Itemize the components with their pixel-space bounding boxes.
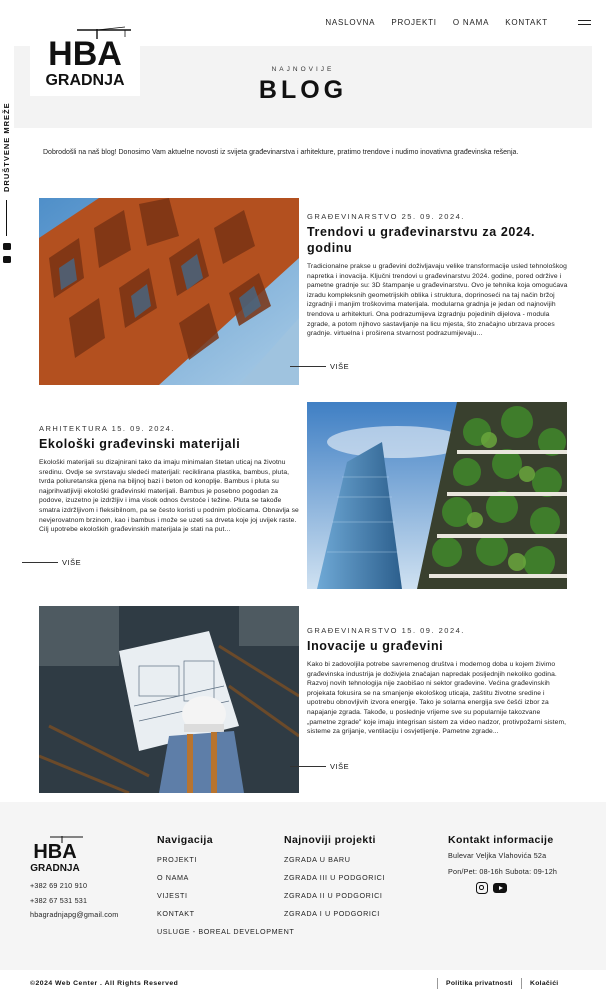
copyright: ©2024 Web Center . All Rights Reserved (30, 980, 179, 987)
divider (437, 978, 438, 989)
post-1-excerpt: Tradicionalne prakse u građevini doživljavaju velike transformacije usled tehnološkog napretka i inovacija. Ključni trendovi u građevinarstvu 2024. godine, pored održive i pametne gradnje su: 3D štampanje u građevinarstvu. Ovo je tehnika koja omogućava izradu kompleksnih geometrijskih oblika i struktura, doprinoseći na taj način bržoj izgradnji i manjim troškovima materijala. modularna gradnja je jedan od najnovijih trendova u arhitekturi. Ona podrazumijeva izgradnju pojedinih dijelova - modula zgrade, a potom njihovo sastavljanje na licu mjesta, što značajno ubrzava proces gradnje. virtuelna i proširena stvarnost podrazumijevaju... (307, 263, 568, 338)
post-3-more-label: VIŠE (330, 762, 350, 771)
nav-projekti[interactable]: PROJEKTI (391, 18, 437, 27)
footer-hours: Pon/Pet: 08-16h Subota: 09-12h (448, 867, 558, 876)
footer-email[interactable]: hbagradnjapg@gmail.com (30, 910, 119, 919)
footer-contact-title: Kontakt informacije (448, 834, 554, 846)
footer-project-2[interactable]: ZGRADA III U PODGORICI (284, 873, 386, 882)
logo-mark (37, 25, 133, 91)
post-3-excerpt: Kako bi zadovoljila potrebe savremenog društva i modernog doba u kojem živimo građevinska industrija je doživjela značajan napredak posljednjih nekoliko godina. Razvoj novih tehnologija nije zaobišao ni sektor građevine. Većina građevinskih projekata fokusira se na smanjenje ekološkog uticaja, zaštitu životne sredine i upotrebu obnovljivih izvora energije. Tako je solarna energija sve češći izbor za napajanje zgrada. Takođe, u poslednje vrijeme sve su popularnije takozvane „pametne zgrade" koje imaju integrisan sistem za video nadzor, protivpožarni sistem, sisteme za grijanje, ventilaciju i osvjetljenje. Pametne zgrade... (307, 661, 567, 736)
post-3-text (307, 626, 569, 737)
social-divider (6, 200, 7, 236)
post-3-title[interactable]: Inovacije u građevini (307, 639, 444, 653)
intro-text: Dobrodošli na naš blog! Donosimo Vam aktuelne novosti iz svijeta građevinarstva i arhitekture, pratimo trendove i nudimo inovativna građevinska rešenja. (43, 149, 519, 156)
post-1-image[interactable] (39, 198, 299, 385)
svg-text:GRADNJA: GRADNJA (30, 863, 80, 874)
post-2-excerpt: Ekološki materijali su dizajnirani tako da imaju minimalan štetan uticaj na životnu sredinu. Ovdje se svrstavaju sledeći materijali: reciklirana plastika, bambus, pluta, tvrda poliuretanska pjena na biljnoj bazi i beton od konoplje. Bambus i pluta su najprihvatljiviji ekološki građevinski materijali. Bambus je posebno pogodan za podove, izuzetno je izdržljiv i ima visok odnos čvrstoće i težine. Pluta se takođe smatra izdržljivom i fleksibilnom, pa se često koristi u podnim pločicama. Obnavlja se nevjerovatnom brzinom, kao i bambus i može se uzeti sa drveta koje joj uvijek raste. Cilj upotrebe ekoloških građevinskih materijala je stati na put... (39, 459, 299, 534)
footer-logo[interactable] (28, 834, 84, 874)
footer-phone-1[interactable]: +382 69 210 910 (30, 881, 88, 890)
footer-project-4[interactable]: ZGRADA I U PODGORICI (284, 909, 380, 918)
instagram-icon[interactable] (476, 882, 488, 894)
post-2-more-link[interactable] (22, 558, 81, 567)
post-1-text (307, 212, 569, 339)
post-2-image[interactable] (307, 402, 567, 589)
footer-link-usluge[interactable]: USLUGE - BOREAL DEVELOPMENT (157, 927, 295, 936)
footer-phone-2[interactable]: +382 67 531 531 (30, 896, 88, 905)
footer-nav-title: Navigacija (157, 834, 213, 846)
instagram-icon[interactable] (3, 256, 11, 263)
post-3-image[interactable] (39, 606, 299, 793)
footer-link-kontakt[interactable]: KONTAKT (157, 909, 195, 918)
divider (521, 978, 522, 989)
post-2-text (39, 424, 301, 535)
footer (0, 802, 606, 970)
page-title: BLOG (258, 76, 348, 104)
post-3-more-link[interactable] (290, 762, 349, 771)
social-sidebar (0, 100, 14, 270)
nav-o-nama[interactable]: O NAMA (452, 18, 490, 27)
footer-project-3[interactable]: ZGRADA II U PODGORICI (284, 891, 383, 900)
social-label: DRUŠTVENE MREŽE (2, 102, 11, 192)
post-2-category: ARHITEKTURA 15. 09. 2024. (39, 424, 175, 433)
nav-kontakt[interactable]: KONTAKT (505, 18, 548, 27)
post-2-title[interactable]: Ekološki građevinski materijali (39, 437, 241, 451)
privacy-link[interactable]: Politika privatnosti (446, 980, 513, 987)
post-1-title[interactable]: Trendovi u građevinarstvu za 2024. godinu (307, 225, 536, 255)
footer-project-1[interactable]: ZGRADA U BARU (284, 855, 351, 864)
post-2-more-label: VIŠE (62, 558, 82, 567)
hero-eyebrow: NAJNOVIJE (271, 66, 335, 73)
bottom-bar (0, 970, 606, 999)
post-1-more-label: VIŠE (330, 362, 350, 371)
logo[interactable] (30, 20, 140, 96)
footer-link-projekti[interactable]: PROJEKTI (157, 855, 197, 864)
svg-text:HBA: HBA (33, 841, 77, 863)
cookies-link[interactable]: Kolačići (530, 980, 559, 987)
svg-text:GRADNJA: GRADNJA (45, 72, 125, 89)
youtube-icon[interactable] (3, 243, 11, 250)
post-3-category: GRAĐEVINARSTVO 15. 09. 2024. (307, 626, 465, 635)
post-1-category: GRAĐEVINARSTVO 25. 09. 2024. (307, 212, 465, 221)
post-1-more-link[interactable] (290, 362, 349, 371)
menu-icon[interactable] (578, 20, 591, 28)
svg-text:HBA: HBA (48, 35, 122, 73)
youtube-icon[interactable] (493, 883, 507, 893)
footer-link-o-nama[interactable]: O NAMA (157, 873, 189, 882)
footer-projects-title: Najnoviji projekti (284, 834, 376, 846)
footer-address: Bulevar Veljka Vlahovića 52a (448, 851, 547, 860)
nav-naslovna[interactable]: NASLOVNA (325, 18, 376, 27)
footer-link-vijesti[interactable]: VIJESTI (157, 891, 188, 900)
main-nav (325, 18, 548, 27)
